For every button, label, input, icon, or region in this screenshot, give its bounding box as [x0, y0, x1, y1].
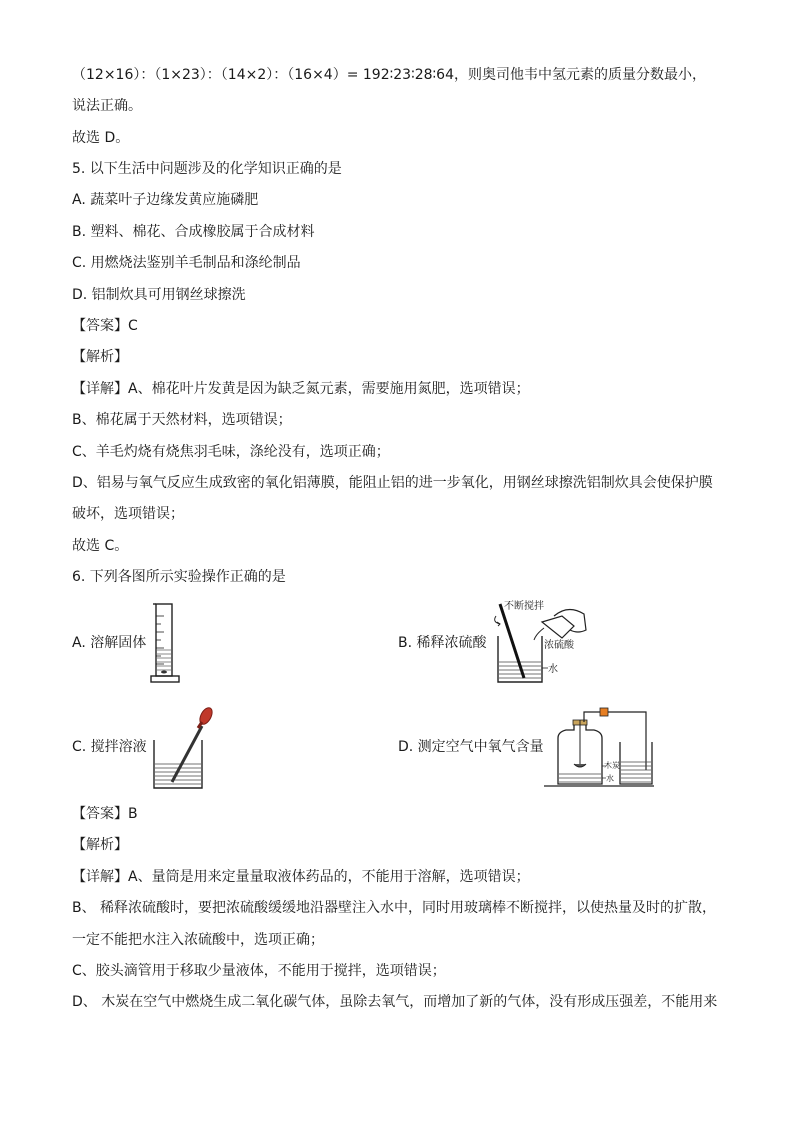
q5-explanation: 破坏，选项错误； — [72, 506, 184, 522]
q6-answer: 【答案】B — [72, 806, 138, 822]
acid-label: 浓硫酸 — [544, 640, 574, 651]
dropper-stir-figure — [150, 704, 220, 792]
question-5-stem: 5. 以下生活中问题涉及的化学知识正确的是 — [72, 161, 342, 177]
text-line: 故选 D。 — [72, 130, 130, 146]
text-line: （12×16）：（1×23）：（14×2）：（16×4）= 192∶23∶28∶64，则奥司他韦中氢元素的质量分数最小， — [72, 67, 706, 83]
q5-analysis-heading: 【解析】 — [72, 349, 128, 365]
q5-explanation: C、羊毛灼烧有烧焦羽毛味，涤纶没有，选项正确； — [72, 444, 390, 460]
q5-option-d: D. 铝制炊具可用钢丝球擦洗 — [72, 287, 246, 303]
q6-analysis-heading: 【解析】 — [72, 837, 128, 853]
q5-explanation: B、棉花属于天然材料，选项错误； — [72, 412, 292, 428]
q5-option-b: B. 塑料、棉花、合成橡胶属于合成材料 — [72, 224, 315, 240]
q6-option-a-label: A. 溶解固体 — [72, 635, 147, 651]
q6-explanation: D、 木炭在空气中燃烧生成二氧化碳气体，虽除去氧气，而增加了新的气体，没有形成压强差，不能用来 — [72, 994, 718, 1010]
dilute-acid-figure — [490, 600, 590, 688]
q6-option-d-label: D. 测定空气中氧气含量 — [398, 739, 544, 755]
q6-explanation: 【详解】A、量筒是用来定量量取液体药品的，不能用于溶解，选项错误； — [72, 869, 530, 885]
charcoal-label: 木炭 — [604, 761, 620, 770]
q5-answer: 【答案】C — [72, 318, 138, 334]
q5-explanation: 【详解】A、棉花叶片发黄是因为缺乏氮元素，需要施用氮肥，选项错误； — [72, 381, 530, 397]
q6-option-c-label: C. 搅拌溶液 — [72, 739, 147, 755]
water-label: 水 — [548, 664, 558, 675]
question-6-stem: 6. 下列各图所示实验操作正确的是 — [72, 569, 286, 585]
q5-conclusion: 故选 C。 — [72, 538, 129, 554]
q6-explanation: C、胶头滴管用于移取少量液体，不能用于搅拌，选项错误； — [72, 963, 446, 979]
q5-option-a: A. 蔬菜叶子边缘发黄应施磷肥 — [72, 192, 259, 208]
text-line: 说法正确。 — [72, 98, 142, 114]
stir-label: 不断搅拌 — [504, 601, 544, 612]
q5-option-c: C. 用燃烧法鉴别羊毛制品和涤纶制品 — [72, 255, 301, 271]
q6-option-b-label: B. 稀释浓硫酸 — [398, 635, 487, 651]
oxygen-test-figure — [544, 704, 656, 790]
q6-explanation: 一定不能把水注入浓硫酸中，选项正确； — [72, 932, 324, 948]
graduated-cylinder-figure — [148, 602, 182, 686]
q6-explanation: B、 稀释浓硫酸时，要把浓硫酸缓缓地沿器壁注入水中，同时用玻璃棒不断搅拌，以使热量及时的扩散， — [72, 900, 717, 916]
q5-explanation: D、铝易与氧气反应生成致密的氧化铝薄膜，能阻止铝的进一步氧化，用钢丝球擦洗铝制炊具会使保护膜 — [72, 475, 713, 491]
water-label-d: 水 — [606, 774, 614, 783]
